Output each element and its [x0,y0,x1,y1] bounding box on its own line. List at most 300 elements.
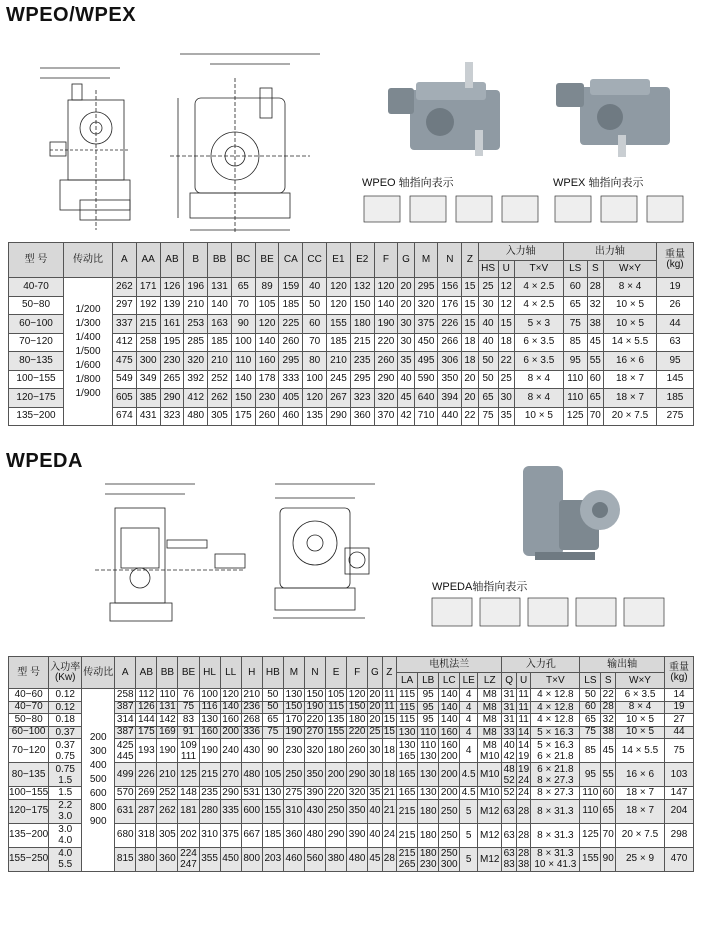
value-cell: 306 [438,352,462,371]
ratio-value: 300 [89,745,107,757]
cell-line: 115 [399,714,416,726]
motor-flange-cell [418,847,439,871]
value-cell: 156 [438,278,462,297]
weight-cell: 44 [665,726,694,739]
motor-flange-cell [478,823,502,847]
col-f: F [374,243,398,278]
cell-line: M8 [482,714,497,726]
cell-line: 115 [399,689,416,701]
power-cell [49,847,82,871]
motor-flange-cell [460,701,478,714]
value-cell: 85 [563,333,587,352]
cell-line: 28 [518,805,530,817]
col-ls: LS [563,261,587,278]
cell-line: M12 [480,805,500,817]
value-cell: 15 [383,726,395,738]
output-shaft-cell: 18 × 7 [616,799,665,823]
value-cell: 38 [587,315,603,334]
value-cell: 110 [231,352,255,371]
value-cell: 175 [231,407,255,426]
cell-line: 224 [180,848,197,859]
col-hl: HL [199,657,220,689]
input-hole-cell [531,799,580,823]
value-cell: 120 [255,315,279,334]
cell-line: 130 [398,739,416,751]
value-cell: 236 [241,701,262,714]
input-hole-cell [531,847,580,871]
value-cell: 280 [199,799,220,823]
input-hole-cell [502,739,516,763]
value-cell: 20 [369,713,381,725]
motor-flange-cell [478,689,502,702]
output-shaft-cell: 60 [580,701,601,714]
value-cell: 135 [303,407,327,426]
value-cell: 15 [462,315,478,334]
wpeda-side-drawing [85,478,255,638]
col-bb: BB [157,657,178,689]
value-cell: 210 [157,763,178,787]
input-hole-cell [502,823,516,847]
value-cell: 412 [113,333,137,352]
value-cell: 335 [220,799,241,823]
cell-line: 200 [440,787,458,799]
value-cell: 12 [498,296,514,315]
cell-line: 265 [398,859,416,870]
value-cell: 203 [262,847,283,871]
col-e1: E1 [327,243,351,278]
value-cell: 475 [113,352,137,371]
value-cell: 50 [478,352,498,371]
value-cell: 600 [241,799,262,823]
cell-line: M12 [480,829,500,841]
cell-line: 5 [465,853,472,865]
value-cell: 161 [160,315,184,334]
ratio-value: 600 [89,787,107,799]
weight-cell: 14 [665,689,694,702]
cell-line: 28 [518,829,530,841]
value-cell: 185 [208,333,232,352]
col-lc: LC [439,673,460,689]
value-cell: 32 [587,296,603,315]
input-hole-cell [516,714,530,727]
cell-line: 250 [440,829,458,841]
value-cell: 95 [563,352,587,371]
value-cell: 44 [657,315,694,334]
value-cell: 144 [136,714,157,727]
value-cell: 200 [326,763,347,787]
motor-flange-cell [397,787,418,800]
value-cell: 95 [657,352,694,371]
value-cell: 65 [563,296,587,315]
cell-line: 31 [503,689,515,701]
value-cell: 560 [304,847,325,871]
output-shaft-cell: 110 [580,787,601,800]
value-cell: 323 [350,389,374,408]
cell-line: 115 [399,701,416,713]
weight-cell: 75 [665,739,694,763]
value-cell [115,739,136,763]
col-e2: E2 [350,243,374,278]
value-cell: 100 [303,370,327,389]
value-cell: 11 [382,701,396,714]
value-cell: 350 [438,370,462,389]
output-shaft-cell: 110 [580,799,601,823]
cell-line: M12 [480,853,500,865]
weight-cell: 298 [665,823,694,847]
cell-line: 165 [398,769,416,780]
value-cell: 287 [136,799,157,823]
cell-line: 4 [465,689,472,701]
value-cell: 15 [462,296,478,315]
value-cell: 178 [255,370,279,389]
cell-line: 8 × 31.3 [537,829,574,841]
value-cell: 18 [382,763,396,787]
value-cell: 268 [241,714,262,727]
motor-flange-cell [439,823,460,847]
value-cell: 323 [160,407,184,426]
value-cell: 42 [398,407,414,426]
value-cell: 50 [262,701,283,714]
value-cell: 350 [347,799,368,823]
input-hole-cell [516,739,530,763]
cell-line: 5 × 16.3 [537,739,574,751]
cell-line: 4 [465,701,472,713]
value-cell: 390 [347,823,368,847]
value-cell: 130 [262,787,283,800]
col-wxy: W×Y [616,673,665,689]
wpex-orientation-diagrams [553,192,693,226]
value-cell: 155 [262,799,283,823]
power-cell [49,714,82,727]
value-cell: 30 [368,739,382,763]
output-shaft-cell: 16 × 6 [616,763,665,787]
wpeo-product-photo [380,60,520,160]
value-cell: 65 [231,278,255,297]
input-hole-cell [516,763,530,787]
output-shaft-cell: 25 × 9 [616,847,665,871]
value-cell: 140 [231,370,255,389]
value-cell: 387 [115,726,136,739]
cell-line: 140 [440,714,458,726]
value-cell: 65 [587,389,603,408]
cell-line: 130 [419,750,437,762]
value-cell: 20 × 7.5 [604,407,657,426]
value-cell: 126 [136,701,157,714]
cell-line: 33 [503,726,515,738]
value-cell: 226 [136,763,157,787]
value-cell: 65 [478,389,498,408]
value-cell: 480 [304,823,325,847]
col-m: M [414,243,438,278]
value-cell: 295 [414,278,438,297]
value-cell: 405 [279,389,303,408]
output-shaft-cell: 125 [580,823,601,847]
weight-cell: 19 [665,701,694,714]
col-output-shaft: 出力轴 [563,243,656,261]
cell-line: 2.2 [58,800,73,811]
value-cell: 40 [368,823,382,847]
weight-cell: 147 [665,787,694,800]
value-cell: 60 [587,370,603,389]
value-cell: 15 [383,713,395,725]
value-cell: 148 [178,787,199,800]
col-s: S [601,673,616,689]
model-cell: 100−155 [9,370,64,389]
model-cell: 50−80 [9,296,64,315]
cell-line: 130 [419,787,437,799]
model-cell: 100−155 [9,786,49,798]
value-cell: 163 [208,315,232,334]
value-cell: 185 [279,296,303,315]
value-cell: 40 [398,370,414,389]
value-cell: 21 [383,786,395,798]
value-cell: 225 [279,315,303,334]
value-cell: 190 [157,739,178,763]
value-cell: 120 [327,278,351,297]
value-cell: 83 [178,714,199,727]
col-g: G [398,243,414,278]
output-shaft-cell: 85 [580,739,601,763]
power-cell [49,787,82,800]
cell-line: 215 [398,805,416,817]
value-cell: 35 [498,407,514,426]
value-cell: 22 [498,352,514,371]
output-shaft-cell: 55 [601,763,616,787]
motor-flange-cell [460,726,478,739]
motor-flange-cell [439,799,460,823]
cell-line: 95 [422,689,434,701]
value-cell: 250 [326,799,347,823]
value-cell: 60 [563,278,587,297]
value-cell: 200 [220,726,241,739]
value-cell: 262 [208,389,232,408]
value-cell: 495 [414,352,438,371]
cell-line: 250 [440,805,458,817]
motor-flange-cell [478,701,502,714]
value-cell: 190 [199,739,220,763]
value-cell [178,847,199,871]
weight-cell: 204 [665,799,694,823]
value-cell: 267 [327,389,351,408]
value-cell: 126 [160,278,184,297]
input-hole-cell [502,763,516,787]
cell-line: 160 [440,726,458,738]
col-le: LE [460,673,478,689]
motor-flange-cell [397,726,418,739]
motor-flange-cell [439,701,460,714]
value-cell: 360 [157,847,178,871]
value-cell: 11 [382,689,396,702]
value-cell: 150 [231,389,255,408]
col-a: A [113,243,137,278]
value-cell: 220 [304,714,325,727]
value-cell: 28 [587,278,603,297]
cell-line: 180 [419,829,437,841]
value-cell: 262 [113,278,137,297]
cell-line: 6 × 21.8 [537,763,574,775]
value-cell: 20 [462,389,478,408]
motor-flange-cell [439,689,460,702]
col-be: BE [255,243,279,278]
value-cell: 310 [199,823,220,847]
ratio-value: 1/400 [75,331,101,343]
value-cell: 112 [136,689,157,702]
value-cell: 75 [178,701,199,714]
value-cell: 266 [438,333,462,352]
wpex-product-photo [550,65,680,160]
input-hole-cell [531,701,580,714]
value-cell: 297 [113,296,137,315]
ratio-value: 1/800 [75,373,101,385]
value-cell: 105 [255,296,279,315]
output-shaft-cell: 95 [580,763,601,787]
value-cell: 320 [374,389,398,408]
motor-flange-cell [418,726,439,739]
cell-line: 52 [503,787,515,799]
value-cell: 125 [563,407,587,426]
ratio-value: 1/900 [75,387,101,399]
value-cell: 350 [304,763,325,787]
cell-line: 110 [420,739,437,751]
value-cell: 320 [347,787,368,800]
value-cell: 285 [184,333,208,352]
value-cell: 450 [220,847,241,871]
value-cell: 590 [414,370,438,389]
value-cell: 45 [398,389,414,408]
value-cell: 50 [303,296,327,315]
value-cell: 160 [220,714,241,727]
value-cell: 14 × 5.5 [604,333,657,352]
value-cell: 70 [303,333,327,352]
value-cell: 235 [199,787,220,800]
output-shaft-cell: 6 × 3.5 [616,689,665,702]
value-cell: 181 [178,799,199,823]
cell-line: 24 [518,787,530,799]
motor-flange-cell [397,739,418,763]
motor-flange-cell [418,739,439,763]
value-cell: 100 [199,689,220,702]
value-cell: 40 [303,278,327,297]
cell-line: 63 [503,848,515,859]
table-row [9,278,694,297]
cell-line: 5.5 [58,859,73,870]
power-cell [49,726,82,739]
value-cell: 159 [279,278,303,297]
value-cell: 8 × 4 [514,370,563,389]
col-s: S [587,261,603,278]
value-cell: 10 × 5 [514,407,563,426]
cell-line: 4.5 [461,769,476,780]
value-cell: 55 [587,352,603,371]
value-cell: 30 [498,389,514,408]
value-cell: 125 [178,763,199,787]
cell-line: 0.18 [55,714,75,726]
cell-line: 28 [518,848,530,859]
cell-line: 24 [518,774,530,786]
value-cell: 171 [136,278,160,297]
value-cell: 190 [283,726,304,739]
col-input-hole: 入力孔 [502,657,580,673]
value-cell: 220 [347,726,368,739]
wpeo-front-drawing [150,48,325,243]
cell-line: 4 [465,745,472,756]
col-n: N [304,657,325,689]
value-cell: 4 × 2.5 [514,296,563,315]
motor-flange-cell [478,787,502,800]
cell-line: 8 × 27.3 [537,774,574,786]
cell-line: 4 × 12.8 [537,689,574,701]
value-cell: 320 [304,739,325,763]
cell-line: 247 [180,859,197,870]
col-h: H [241,657,262,689]
value-cell: 24 [382,823,396,847]
cell-line: 14 [518,726,530,738]
value-cell: 120 [347,689,368,702]
output-shaft-cell: 50 [580,689,601,702]
col-a: A [115,657,136,689]
output-shaft-cell: 155 [580,847,601,871]
value-cell: 15 [498,315,514,334]
input-hole-cell [516,701,530,714]
model-cell: 135−200 [9,823,49,847]
value-cell: 139 [160,296,184,315]
col-weight: 重量 (kg) [657,243,694,278]
value-cell: 10 × 5 [604,315,657,334]
motor-flange-cell [418,823,439,847]
value-cell: 105 [326,689,347,702]
ratio-value: 200 [89,731,107,743]
value-cell: 640 [414,389,438,408]
cell-line: M8 [482,701,497,713]
value-cell: 131 [208,278,232,297]
col-hb: HB [262,657,283,689]
model-cell: 80−135 [9,352,64,371]
output-shaft-cell: 10 × 5 [616,714,665,727]
output-shaft-cell: 14 × 5.5 [616,739,665,763]
value-cell: 270 [304,726,325,739]
motor-flange-cell [439,714,460,727]
col-ratio: 传动比 [64,243,113,278]
value-cell: 499 [115,763,136,787]
value-cell: 394 [438,389,462,408]
cell-line: 11 [518,714,529,726]
value-cell: 460 [283,847,304,871]
value-cell: 26 [657,296,694,315]
cell-line: 4 × 12.8 [537,701,574,713]
value-cell: 390 [304,787,325,800]
col-output-shaft: 输出轴 [580,657,665,673]
weight-cell: 470 [665,847,694,871]
value-cell: 30 [368,763,382,787]
input-hole-cell [502,847,516,871]
col-u: U [516,673,530,689]
col-motor-flange: 电机法兰 [397,657,502,673]
output-shaft-cell: 18 × 7 [616,787,665,800]
col-input-shaft: 入力轴 [478,243,563,261]
value-cell: 105 [262,763,283,787]
value-cell: 20 [462,370,478,389]
value-cell: 150 [347,701,368,714]
value-cell: 674 [113,407,137,426]
value-cell: 275 [657,407,694,426]
model-cell: 135−200 [9,407,64,426]
input-hole-cell [516,726,530,739]
value-cell: 150 [283,701,304,714]
value-cell: 180 [347,714,368,727]
value-cell: 25 [478,278,498,297]
cell-line: 445 [116,750,134,762]
value-cell: 19 [657,278,694,297]
